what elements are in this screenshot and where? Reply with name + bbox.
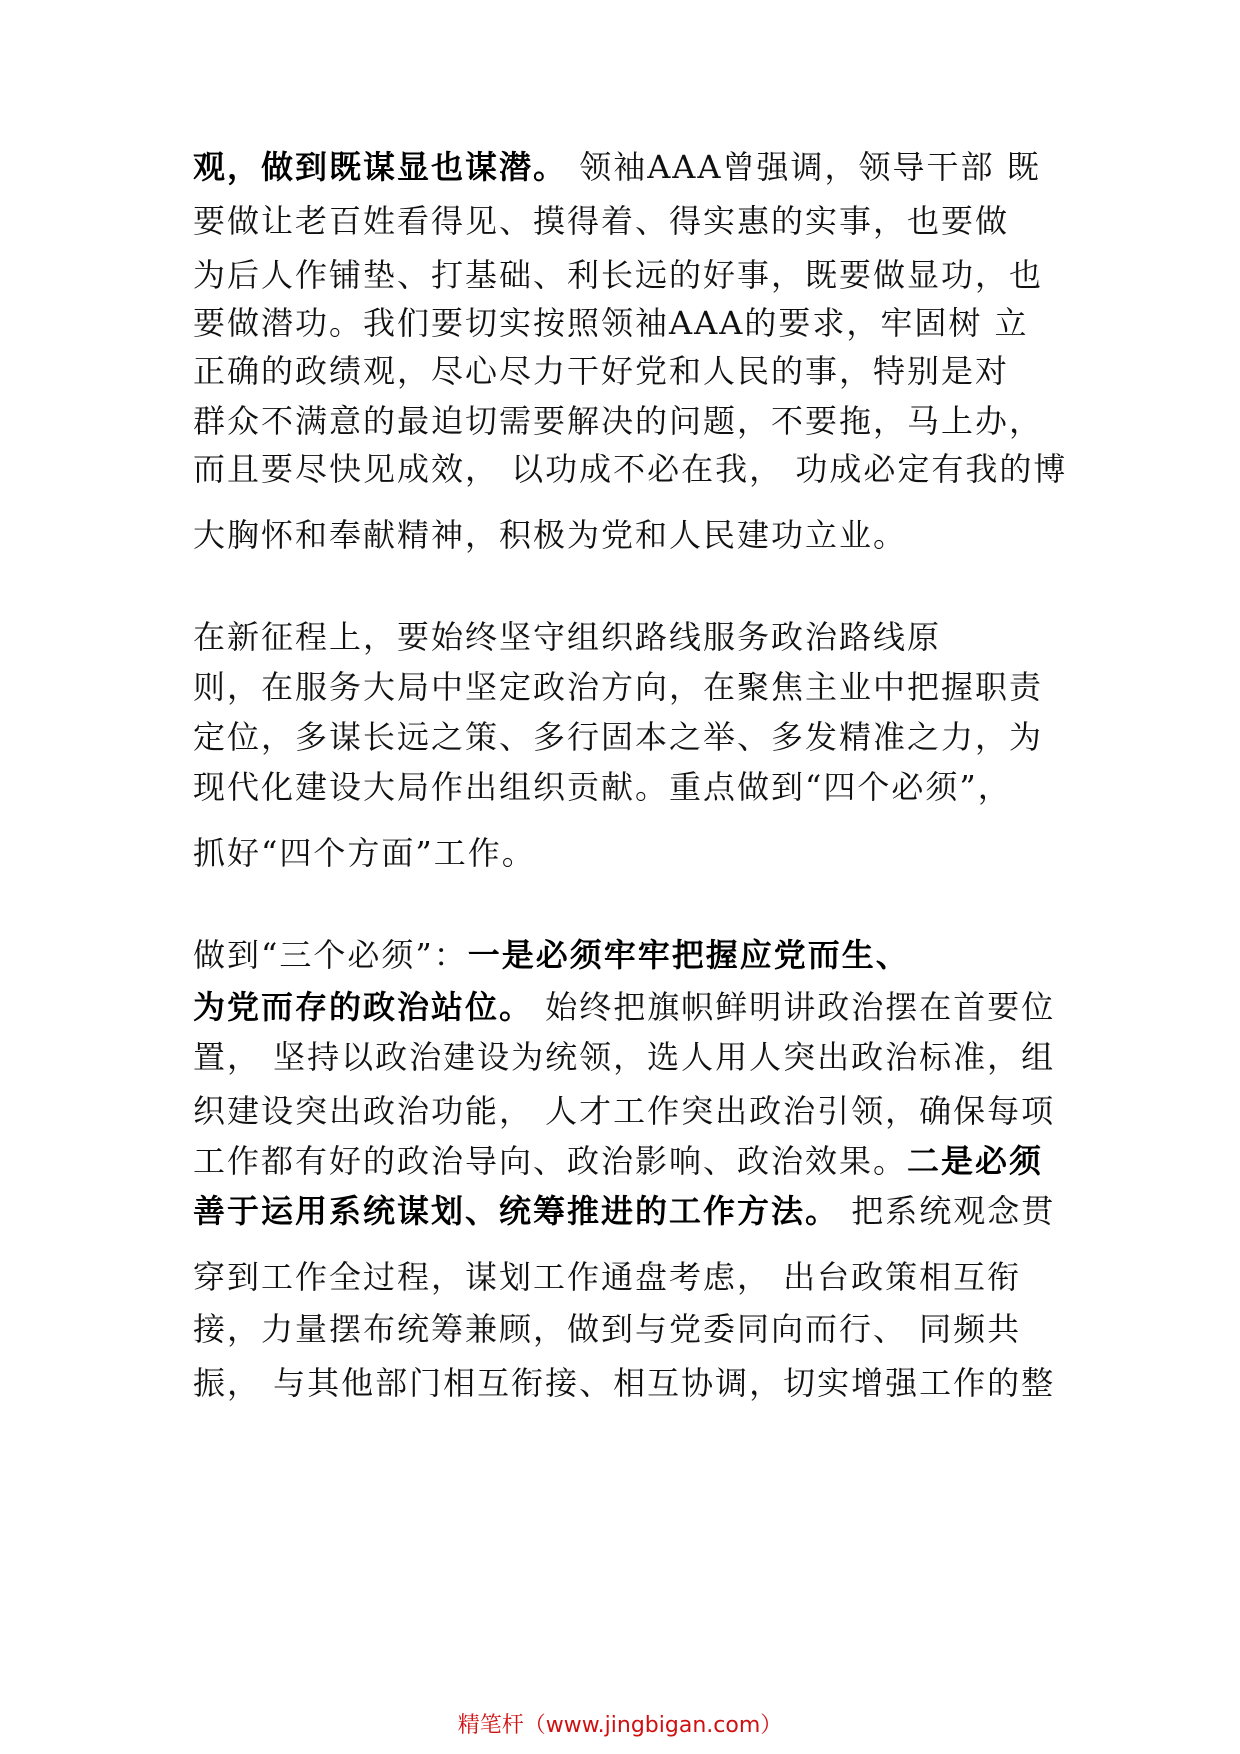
paragraph-1-line (193, 351, 1053, 391)
text-segment: 工作都有好的政治导向、政治影响、政治效果。 (193, 1142, 908, 1180)
paragraph-1-line (193, 401, 1053, 441)
paragraph-2-line (193, 833, 1053, 873)
bold-text-segment: 为党而存的政治站位。 (193, 988, 534, 1026)
paragraph-3-line (193, 1257, 1053, 1297)
text-segment: 始终把旗帜鲜明讲政治摆在首要位 (533, 988, 1056, 1026)
paragraph-1-line (193, 255, 1053, 295)
paragraph-2-line (193, 717, 1053, 757)
paragraph-1-line (193, 515, 1053, 555)
bold-text-segment: 二是必须 (907, 1142, 1044, 1180)
text-segment: 把系统观念贯 (839, 1192, 1056, 1230)
paragraph-3-line (193, 1309, 1053, 1349)
paragraph-3-line (193, 1141, 1053, 1181)
paragraph-3-line (193, 1363, 1056, 1403)
paragraph-1-line (193, 303, 1053, 343)
bold-text-segment: 观，做到既谋显也谋潜。 (193, 148, 568, 186)
footer-watermark: 精笔杆（www.jingbigan.com） (457, 1713, 783, 1738)
text-segment: 而且要尽快见成效， 以功成不必在我， 功成必定有我的博 (193, 450, 1068, 488)
text-segment: 大胸怀和奉献精神，积极为党和人民建功立业。 (193, 516, 908, 554)
text-segment: 置， 坚持以政治建设为统领，选人用人突出政治标准，组 (193, 1038, 1056, 1076)
text-segment: 现代化建设大局作出组织贡献。重点做到“四个必须”， (193, 768, 1012, 806)
text-segment: 在新征程上，要始终坚守组织路线服务政治路线原 (193, 618, 942, 656)
paragraph-3-line (193, 987, 1056, 1027)
bold-text-segment: 善于运用系统谋划、统筹推进的工作方法。 (193, 1192, 840, 1230)
text-segment: 织建设突出政治功能， 人才工作突出政治引领，确保每项 (193, 1092, 1056, 1130)
paragraph-2-line (193, 667, 1053, 707)
text-segment: 正确的政绩观，尽心尽力干好党和人民的事，特别是对 (193, 352, 1010, 390)
text-segment: 定位，多谋长远之策、多行固本之举、多发精准之力，为 (193, 718, 1044, 756)
text-segment: 振， 与其他部门相互衔接、相互协调，切实增强工作的整 (193, 1364, 1056, 1402)
text-segment: 群众不满意的最迫切需要解决的问题，不要拖，马上办， (193, 402, 1044, 440)
paragraph-3-line (193, 1191, 1056, 1231)
text-segment: 做到“三个必须”： (193, 936, 468, 974)
paragraph-2-line (193, 617, 1053, 657)
paragraph-1-line (193, 449, 1068, 489)
text-segment: 为后人作铺垫、打基础、利长远的好事，既要做显功，也 (193, 256, 1044, 294)
text-segment: 领袖AAA曾强调，领导干部 既 (567, 148, 1041, 186)
text-segment: 要做潜功。我们要切实按照领袖AAA的要求，牢固树 立 (193, 304, 1029, 342)
text-segment: 要做让老百姓看得见、摸得着、得实惠的实事，也要做 (193, 202, 1010, 240)
text-segment: 抓好“四个方面”工作。 (193, 834, 536, 872)
bold-text-segment: 一是必须牢牢把握应党而生、 (467, 936, 910, 974)
paragraph-3-line (193, 1091, 1056, 1131)
text-segment: 接，力量摆布统筹兼顾，做到与党委同向而行、 同频共 (193, 1310, 1022, 1348)
text-segment: 穿到工作全过程，谋划工作通盘考虑， 出台政策相互衔 (193, 1258, 1022, 1296)
paragraph-3-line (193, 1037, 1056, 1077)
paragraph-1-line (193, 201, 1053, 241)
paragraph-3-line (193, 935, 1053, 975)
text-segment: 则，在服务大局中坚定政治方向，在聚焦主业中把握职责 (193, 668, 1044, 706)
paragraph-2-line (193, 767, 1053, 807)
paragraph-1-line (193, 147, 1053, 187)
